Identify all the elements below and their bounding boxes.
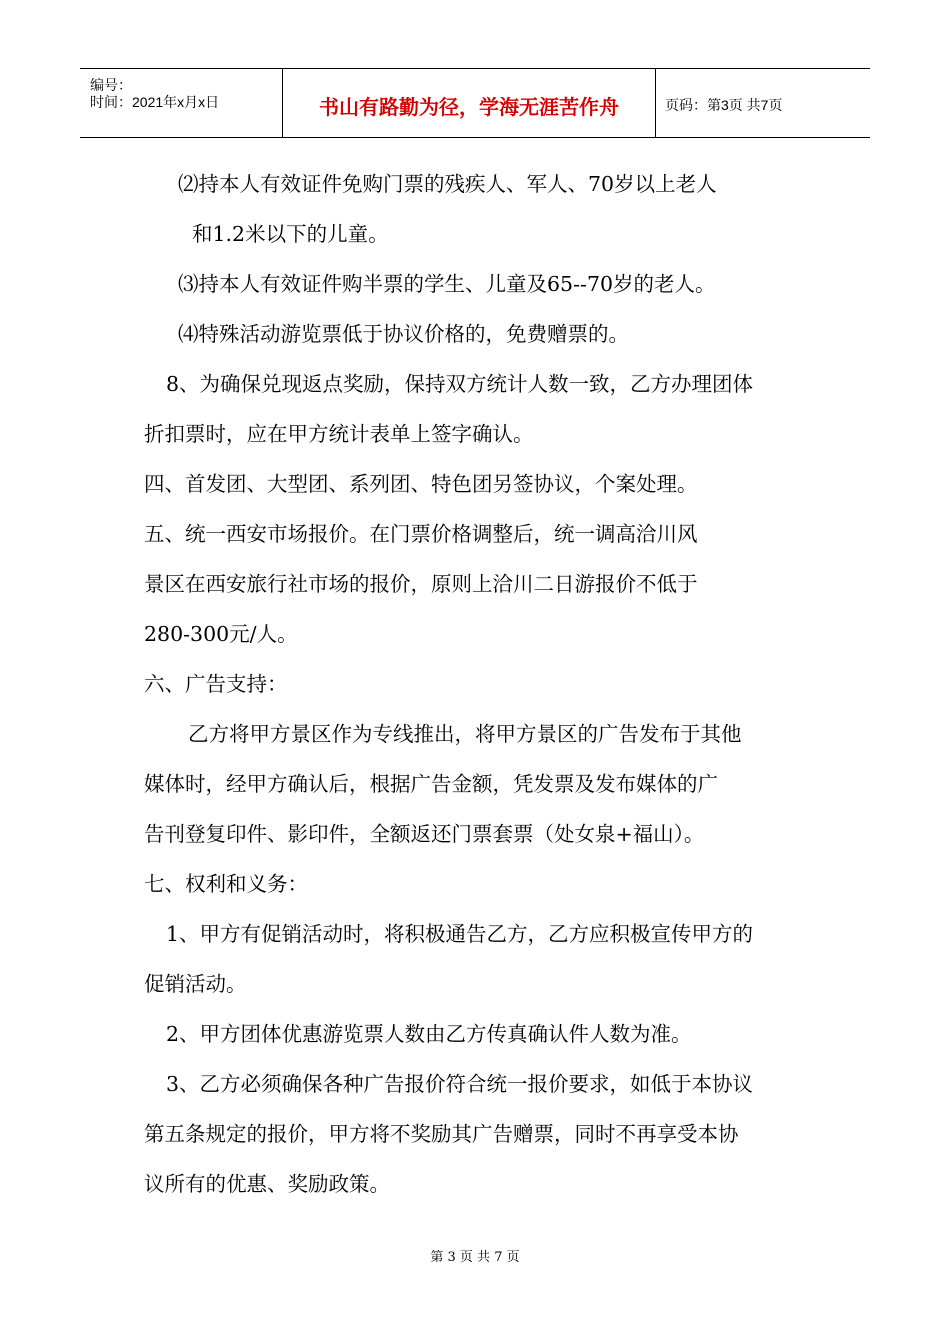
body-line: ⑶持本人有效证件购半票的学生、儿童及65--70岁的老人。 bbox=[178, 272, 716, 296]
body-line: 六、广告支持： bbox=[144, 672, 288, 696]
body-line: 1、甲方有促销活动时，将积极通告乙方，乙方应积极宣传甲方的 bbox=[166, 922, 754, 946]
header-info-cell bbox=[80, 69, 283, 137]
body-line: 促销活动。 bbox=[144, 972, 247, 996]
header-page-number: 页码：第3页 共7页 bbox=[665, 97, 783, 113]
body-line: 280-300元/人。 bbox=[144, 622, 298, 646]
body-line: 第五条规定的报价，甲方将不奖励其广告赠票，同时不再享受本协 bbox=[144, 1122, 739, 1146]
page-header bbox=[80, 68, 870, 138]
document-time-label: 时间：2021年x月x日 bbox=[90, 94, 220, 110]
header-page-cell bbox=[656, 69, 870, 137]
body-line: 2、甲方团体优惠游览票人数由乙方传真确认件人数为准。 bbox=[166, 1022, 692, 1046]
header-motto-cell bbox=[283, 69, 656, 137]
body-line: 议所有的优惠、奖励政策。 bbox=[144, 1172, 390, 1196]
body-line: 乙方将甲方景区作为专线推出，将甲方景区的广告发布于其他 bbox=[188, 722, 742, 746]
document-number-label: 编号： bbox=[90, 77, 132, 93]
body-line: 媒体时，经甲方确认后，根据广告金额，凭发票及发布媒体的广 bbox=[144, 772, 718, 796]
body-line: 七、权利和义务： bbox=[144, 872, 308, 896]
body-line: ⑵持本人有效证件免购门票的残疾人、军人、70岁以上老人 bbox=[178, 172, 717, 196]
body-line: 告刊登复印件、影印件，全额返还门票套票（处女泉+福山）。 bbox=[144, 822, 705, 846]
header-motto: 书山有路勤为径，学海无涯苦作舟 bbox=[319, 95, 619, 119]
body-line: 折扣票时，应在甲方统计表单上签字确认。 bbox=[144, 422, 534, 446]
body-line: 8、为确保兑现返点奖励，保持双方统计人数一致，乙方办理团体 bbox=[166, 372, 754, 396]
page-footer: 第 3 页 共 7 页 bbox=[430, 1250, 520, 1265]
body-line: 四、首发团、大型团、系列团、特色团另签协议，个案处理。 bbox=[144, 472, 698, 496]
body-line: 和1.2米以下的儿童。 bbox=[192, 222, 389, 246]
body-line: 五、统一西安市场报价。在门票价格调整后，统一调高洽川风 bbox=[144, 522, 698, 546]
body-line: ⑷特殊活动游览票低于协议价格的，免费赠票的。 bbox=[178, 322, 629, 346]
body-line: 景区在西安旅行社市场的报价，原则上洽川二日游报价不低于 bbox=[144, 572, 698, 596]
body-line: 3、乙方必须确保各种广告报价符合统一报价要求，如低于本协议 bbox=[166, 1072, 754, 1096]
